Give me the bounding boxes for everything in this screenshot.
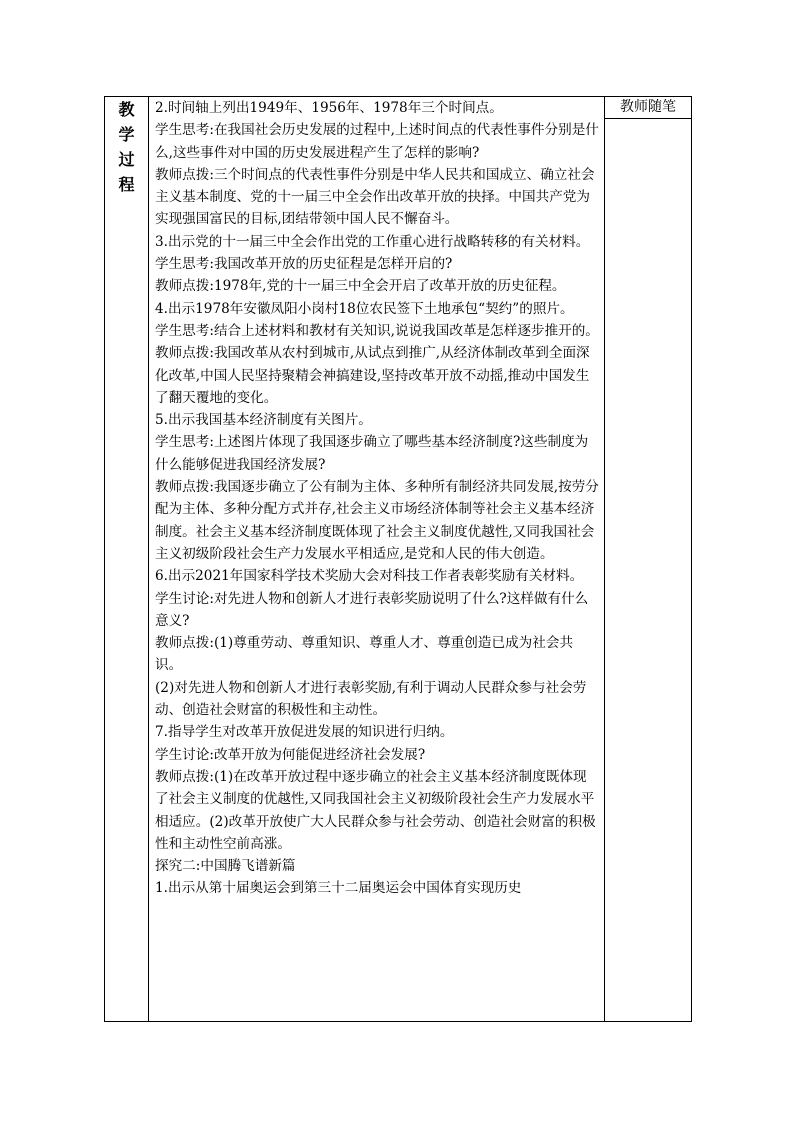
paragraph: 学生讨论:改革开放为何能促进经济社会发展? xyxy=(155,746,426,763)
paragraph: 2.时间轴上列出1949年、1956年、1978年三个时间点。 xyxy=(155,100,503,116)
content-cell xyxy=(149,97,605,1022)
paragraph: 教师点拨:(1)尊重劳动、尊重知识、尊重人才、尊重创造已成为社会共识。 xyxy=(155,635,574,674)
paragraph: 4.出示1978年安徽凤阳小岗村18位农民签下土地承包“契约”的照片。 xyxy=(155,300,574,317)
paragraph: 探究二:中国腾飞谱新篇 xyxy=(155,858,296,875)
paragraph: 教师点拨:我国改革从农村到城市,从试点到推广,从经济体制改革到全面深化改革,中国人民坚持聚精会神搞建设,坚持改革开放不动摇,推动中国发生了翻天覆地的变化。 xyxy=(155,345,590,406)
lesson-plan-table xyxy=(104,96,692,1022)
paragraph: 1.出示从第十届奥运会到第三十二届奥运会中国体育实现历史 xyxy=(155,880,522,897)
paragraph: 学生思考:我国改革开放的历史征程是怎样开启的? xyxy=(155,256,453,273)
paragraph: 学生思考:在我国社会历史发展的过程中,上述时间点的代表性事件分别是什么,这些事件对中国的历史发展进程产生了怎样的影响? xyxy=(155,122,599,161)
side-label: 教学过程 xyxy=(118,100,135,194)
paragraph: 教师点拨:我国逐步确立了公有制为主体、多种所有制经济共同发展,按劳分配为主体、多种分配方式并存,社会主义市场经济体制等社会主义基本经济制度。社会主义基本经济制度既体现了社会主义制度优越性,又同我国社会主义初级阶段社会生产力发展水平相适应,是党和人民的伟大创造。 xyxy=(155,479,599,562)
paragraph: 学生讨论:对先进人物和创新人才进行表彰奖励说明了什么?这样做有什么意义? xyxy=(155,590,589,629)
paragraph: 学生思考:上述图片体现了我国逐步确立了哪些基本经济制度?这些制度为什么能够促进我国经济发展? xyxy=(155,434,589,473)
side-label-cell xyxy=(105,97,149,1022)
paragraph: 7.指导学生对改革开放促进发展的知识进行归纳。 xyxy=(155,724,454,741)
notes-header: 教师随笔 xyxy=(605,97,691,119)
lesson-content xyxy=(149,97,604,900)
notes-cell xyxy=(605,97,692,1022)
paragraph: 教师点拨:(1)在改革开放过程中逐步确立的社会主义基本经济制度既体现了社会主义制度的优越性,又同我国社会主义初级阶段社会生产力发展水平相适应。(2)改革开放使广大人民群众参与社会劳动、创造社会财富的积极性和主动性空前高涨。 xyxy=(155,768,596,852)
table-row xyxy=(105,97,692,1022)
paragraph: 3.出示党的十一届三中全会作出党的工作重心进行战略转移的有关材料。 xyxy=(155,233,590,250)
paragraph: (2)对先进人物和创新人才进行表彰奖励,有利于调动人民群众参与社会劳动、创造社会财富的积极性和主动性。 xyxy=(155,679,587,719)
paragraph: 学生思考:结合上述材料和教材有关知识,说说我国改革是怎样逐步推开的。 xyxy=(155,322,599,339)
paragraph: 6.出示2021年国家科学技术奖励大会对科技工作者表彰奖励有关材料。 xyxy=(155,568,584,585)
paragraph: 教师点拨:1978年,党的十一届三中全会开启了改革开放的历史征程。 xyxy=(155,278,566,295)
paragraph: 5.出示我国基本经济制度有关图片。 xyxy=(155,412,372,429)
paragraph: 教师点拨:三个时间点的代表性事件分别是中华人民共和国成立、确立社会主义基本制度、党的十一届三中全会作出改革开放的抉择。中国共产党为实现强国富民的目标,团结带领中国人民不懈奋斗。 xyxy=(155,166,595,228)
